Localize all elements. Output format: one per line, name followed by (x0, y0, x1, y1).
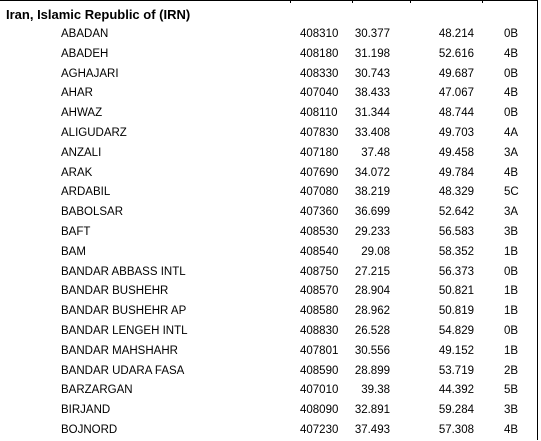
table-row (0, 342, 538, 362)
station-latitude: 29.233 (354, 225, 390, 238)
station-longitude: 53.719 (438, 364, 474, 377)
station-class: 4B (504, 166, 519, 179)
table-row (0, 381, 538, 401)
station-id: 407830 (300, 126, 339, 139)
station-latitude: 37.48 (361, 146, 390, 159)
station-name: BARZARGAN (61, 384, 133, 397)
station-name: BANDAR UDARA FASA (61, 364, 185, 377)
station-class: 4A (504, 126, 519, 139)
station-name: AHAR (61, 87, 93, 100)
station-latitude: 28.962 (354, 305, 390, 318)
station-class: 0B (504, 324, 519, 337)
station-class: 4B (504, 87, 519, 100)
station-longitude: 56.373 (438, 265, 474, 278)
station-class: 0B (504, 28, 519, 40)
table-top-rule (0, 0, 538, 1)
station-name: ANZALI (61, 146, 102, 159)
station-latitude: 36.699 (354, 206, 390, 219)
table-row (0, 45, 538, 65)
station-name: BANDAR BUSHEHR (61, 285, 169, 298)
station-id: 407010 (300, 384, 339, 397)
station-name: BAFT (61, 225, 91, 238)
station-latitude: 26.528 (354, 324, 390, 337)
column-divider-tick (352, 0, 353, 3)
station-longitude: 48.744 (438, 107, 474, 120)
table-row (0, 203, 538, 223)
station-latitude: 28.904 (354, 285, 390, 298)
country-heading: Iran, Islamic Republic of (IRN) (6, 7, 191, 22)
column-divider-tick (290, 0, 291, 3)
station-longitude: 50.819 (438, 305, 474, 318)
station-id: 407360 (300, 206, 339, 219)
station-latitude: 38.433 (354, 87, 390, 100)
station-id: 408590 (300, 364, 339, 377)
station-name: ABADAN (61, 28, 109, 40)
station-name: AGHAJARI (61, 67, 119, 80)
station-longitude: 44.392 (438, 384, 474, 397)
station-id: 408110 (300, 107, 338, 120)
station-id: 407801 (300, 344, 339, 357)
table-row (0, 144, 538, 164)
station-name: ARAK (61, 166, 93, 179)
station-name: AHWAZ (61, 107, 103, 120)
station-class: 1B (504, 344, 519, 357)
station-class: 3A (504, 206, 519, 219)
station-class: 0B (504, 265, 519, 278)
station-longitude: 56.583 (438, 225, 474, 238)
station-list (0, 25, 538, 441)
station-class: 1B (504, 245, 519, 258)
station-longitude: 48.329 (438, 186, 474, 199)
station-id: 408830 (300, 324, 339, 337)
station-latitude: 31.344 (354, 107, 390, 120)
station-name: BANDAR MAHSHAHR (61, 344, 178, 357)
station-longitude: 49.784 (438, 166, 474, 179)
table-row (0, 65, 538, 85)
station-longitude: 49.458 (438, 146, 474, 159)
station-longitude: 59.284 (438, 404, 474, 417)
station-name: BOJNORD (61, 423, 118, 436)
station-longitude: 49.687 (438, 67, 474, 80)
station-class: 4B (504, 423, 519, 436)
station-class: 1B (504, 305, 519, 318)
station-latitude: 30.743 (354, 67, 390, 80)
station-longitude: 54.829 (438, 324, 474, 337)
station-longitude: 49.703 (438, 126, 474, 139)
station-longitude: 50.821 (438, 285, 474, 298)
table-row (0, 183, 538, 203)
station-id: 408310 (300, 28, 339, 40)
station-latitude: 34.072 (354, 166, 390, 179)
station-name: BIRJAND (61, 404, 111, 417)
station-latitude: 32.891 (354, 404, 390, 417)
station-class: 0B (504, 107, 519, 120)
table-row (0, 124, 538, 144)
station-latitude: 37.493 (354, 423, 390, 436)
station-longitude: 48.214 (438, 28, 474, 40)
table-row (0, 362, 538, 382)
station-id: 408090 (300, 404, 339, 417)
station-class: 3A (504, 146, 519, 159)
station-latitude: 30.556 (354, 344, 390, 357)
station-id: 407690 (300, 166, 339, 179)
station-name: ABADEH (61, 47, 109, 60)
table-row (0, 322, 538, 342)
station-id: 408750 (300, 265, 339, 278)
table-row (0, 401, 538, 421)
station-name: BANDAR LENGEH INTL (61, 324, 188, 337)
station-longitude: 49.152 (438, 344, 474, 357)
station-name: BANDAR BUSHEHR AP (61, 305, 187, 318)
station-longitude: 58.352 (438, 245, 474, 258)
station-latitude: 31.198 (354, 47, 390, 60)
station-name: ALIGUDARZ (61, 126, 127, 139)
station-id: 408530 (300, 225, 339, 238)
station-id: 408330 (300, 67, 339, 80)
station-name: BAM (61, 245, 86, 258)
table-row (0, 164, 538, 184)
station-latitude: 28.899 (354, 364, 390, 377)
station-latitude: 29.08 (361, 245, 390, 258)
station-class: 1B (504, 285, 519, 298)
table-row (0, 263, 538, 283)
table-row (0, 282, 538, 302)
column-divider-tick (410, 0, 411, 3)
station-latitude: 33.408 (354, 126, 390, 139)
station-latitude: 38.219 (354, 186, 390, 199)
column-divider-tick (482, 0, 483, 3)
station-id: 407180 (300, 146, 339, 159)
station-id: 408540 (300, 245, 339, 258)
station-id: 408580 (300, 305, 339, 318)
station-class: 3B (504, 225, 519, 238)
table-row (0, 421, 538, 441)
station-id: 407080 (300, 186, 339, 199)
table-row (0, 243, 538, 263)
station-class: 0B (504, 67, 519, 80)
station-name: ARDABIL (61, 186, 111, 199)
station-name: BANDAR ABBASS INTL (61, 265, 186, 278)
station-class: 5B (504, 384, 519, 397)
station-longitude: 57.308 (438, 423, 474, 436)
station-class: 4B (504, 47, 519, 60)
station-class: 2B (504, 364, 519, 377)
station-longitude: 47.067 (438, 87, 474, 100)
station-latitude: 39.38 (361, 384, 390, 397)
table-row (0, 223, 538, 243)
station-class: 3B (504, 404, 519, 417)
table-row (0, 104, 538, 124)
station-latitude: 27.215 (354, 265, 390, 278)
station-id: 407230 (300, 423, 339, 436)
station-latitude: 30.377 (354, 28, 390, 40)
table-row (0, 25, 538, 45)
station-id: 408180 (300, 47, 339, 60)
station-id: 407040 (300, 87, 339, 100)
table-row (0, 84, 538, 104)
table-row (0, 302, 538, 322)
station-id: 408570 (300, 285, 339, 298)
station-name: BABOLSAR (61, 206, 123, 219)
station-longitude: 52.616 (438, 47, 474, 60)
station-longitude: 52.642 (438, 206, 474, 219)
station-class: 5C (504, 186, 519, 199)
